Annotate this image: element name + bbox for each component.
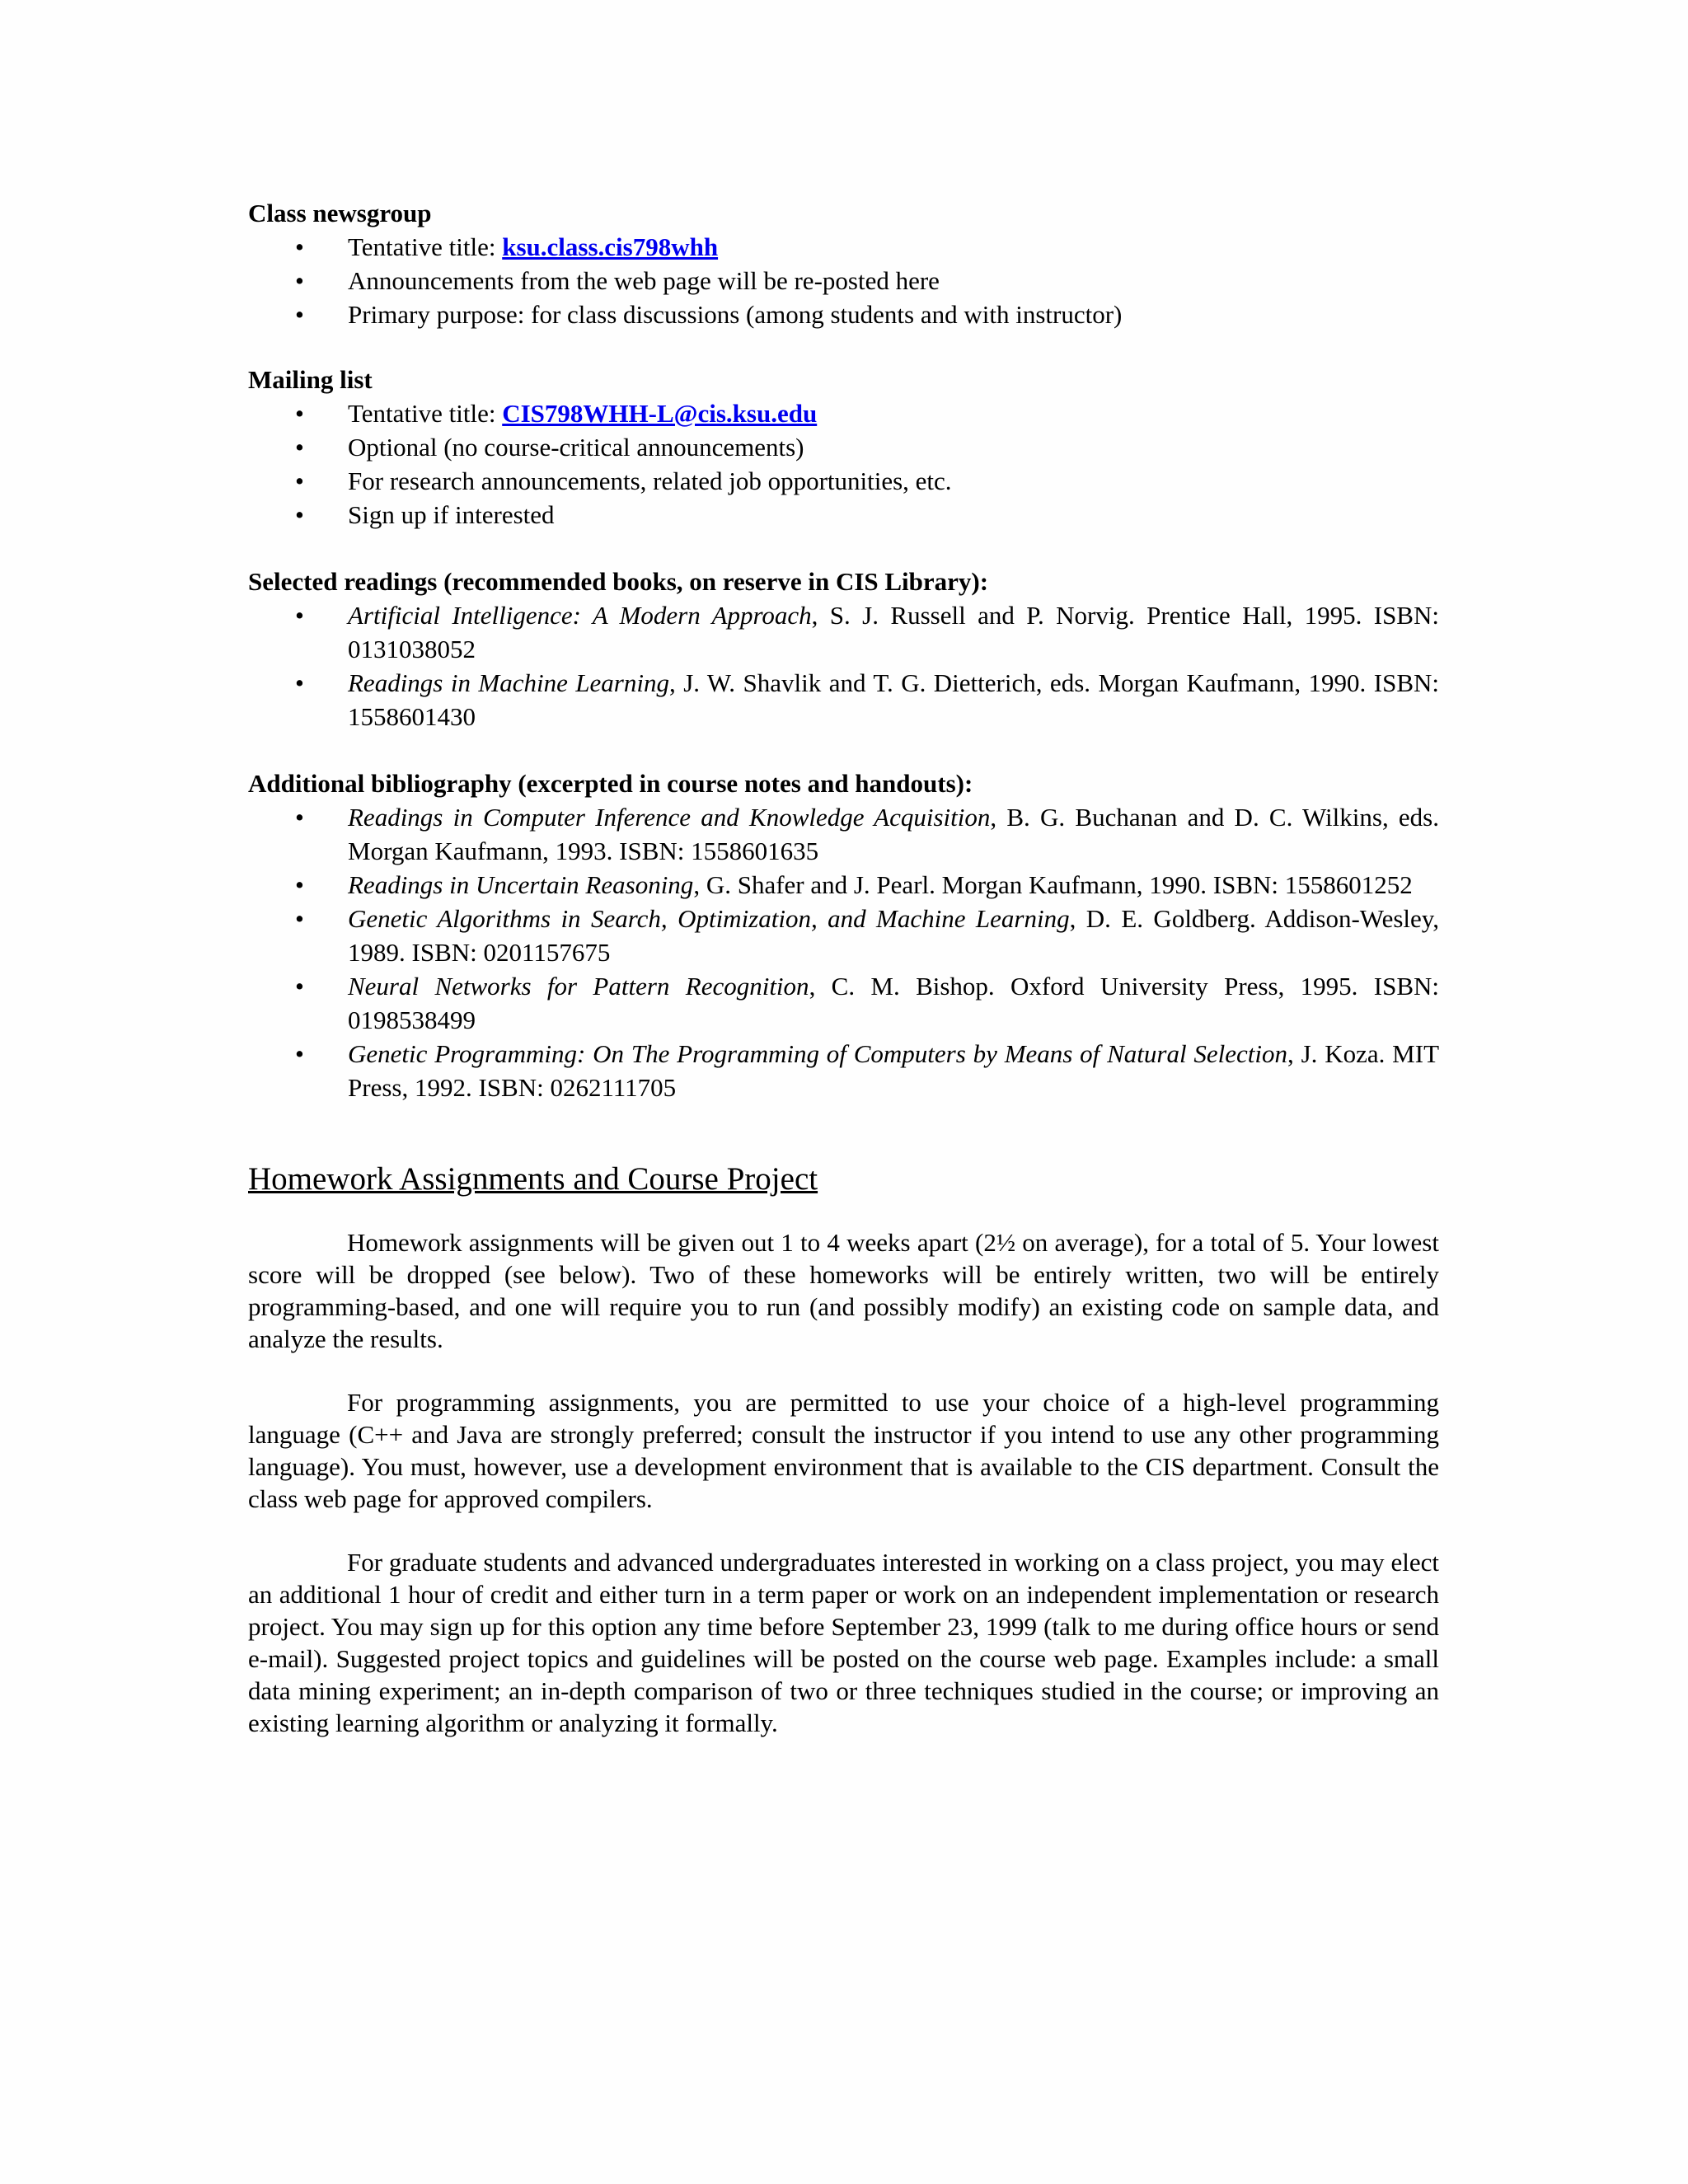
readings-heading: Selected readings (recommended books, on reserve in CIS Library): [248, 567, 989, 596]
book-title: Readings in Machine Learning [348, 668, 669, 697]
homework-paragraph-3: For graduate students and advanced undergraduates interested in working on a class project, you may elect an additional 1 hour of credit and either turn in a term paper or work on an independent implementation or research project. You may sign up for this option any time before September 23, 1999 (talk to me during office hours or send e-mail). Suggested project topics and guidelines will be posted on the course web page. Examples include: a small data mining experiment; an in-depth comparison of two or three techniques studied in the course; or improving an existing learning algorithm or analyzing it formally. [248, 1548, 1439, 1737]
bibliography-list [248, 800, 1439, 1104]
item-text: Optional (no course-critical announcements) [348, 433, 804, 462]
bibliography-item [248, 868, 1439, 902]
bullet-icon: • [295, 300, 304, 329]
item-text: Sign up if interested [348, 500, 555, 529]
book-details: , G. Shafer and J. Pearl. Morgan Kaufmann, 1990. ISBN: 1558601252 [693, 870, 1413, 899]
readings-list [248, 598, 1439, 733]
newsgroup-list [248, 230, 1439, 331]
book-title: Genetic Algorithms in Search, Optimization, and Machine Learning [348, 904, 1070, 933]
book-details: , S. J. Russell and P. Norvig. Prentice Hall, 1995. ISBN: 0131038052 [348, 601, 1439, 663]
list-item [248, 298, 1439, 331]
newsgroup-link[interactable]: ksu.class.cis798whh [502, 232, 719, 261]
item-text: For research announcements, related job opportunities, etc. [348, 466, 952, 495]
bullet-icon: • [295, 232, 304, 261]
item-prefix: Tentative title: [348, 399, 503, 428]
book-title: Artificial Intelligence: A Modern Approach [348, 601, 812, 630]
book-title: Neural Networks for Pattern Recognition [348, 972, 809, 1001]
mailing-list-link[interactable]: CIS798WHH-L@cis.ksu.edu [502, 399, 818, 428]
homework-heading: Homework Assignments and Course Project [248, 1161, 818, 1197]
book-details: , D. E. Goldberg. Addison-Wesley, 1989. ISBN: 0201157675 [348, 904, 1439, 967]
list-item [248, 464, 1439, 498]
bullet-icon: • [295, 972, 304, 1001]
bibliography-item [248, 800, 1439, 868]
reading-item [248, 598, 1439, 666]
bibliography-item [248, 902, 1439, 969]
list-item [248, 230, 1439, 264]
bullet-icon: • [295, 1039, 304, 1068]
bullet-icon: • [295, 904, 304, 933]
book-details: , J. W. Shavlik and T. G. Dietterich, eds. Morgan Kaufmann, 1990. ISBN: 1558601430 [348, 668, 1439, 731]
bullet-icon: • [295, 466, 304, 495]
book-details: , B. G. Buchanan and D. C. Wilkins, eds. Morgan Kaufmann, 1993. ISBN: 1558601635 [348, 803, 1439, 865]
bullet-icon: • [295, 668, 304, 697]
book-title: Readings in Computer Inference and Knowledge Acquisition [348, 803, 991, 832]
bullet-icon: • [295, 870, 304, 899]
bullet-icon: • [295, 803, 304, 832]
mailing-list [248, 396, 1439, 532]
bibliography-item [248, 969, 1439, 1037]
mailing-heading: Mailing list [248, 365, 373, 394]
list-item [248, 430, 1439, 464]
book-details: , C. M. Bishop. Oxford University Press, 1995. ISBN: 0198538499 [348, 972, 1439, 1034]
bibliography-heading: Additional bibliography (excerpted in course notes and handouts): [248, 769, 973, 798]
newsgroup-heading: Class newsgroup [248, 199, 432, 227]
book-title: Genetic Programming: On The Programming of Computers by Means of Natural Selection [348, 1039, 1287, 1068]
bullet-icon: • [295, 500, 304, 529]
document-content [248, 196, 1439, 1739]
reading-item [248, 666, 1439, 733]
book-title: Readings in Uncertain Reasoning [348, 870, 694, 899]
list-item [248, 264, 1439, 298]
book-details: , J. Koza. MIT Press, 1992. ISBN: 0262111705 [348, 1039, 1440, 1102]
bullet-icon: • [295, 433, 304, 462]
bullet-icon: • [295, 266, 304, 295]
bullet-icon: • [295, 399, 304, 428]
homework-paragraph-1: Homework assignments will be given out 1 to 4 weeks apart (2½ on average), for a total of 5. Your lowest score will be dropped (see below). Two of these homeworks will be entirely written, two will be entirely programming-based, and one will require you to run (and possibly modify) an existing code on sample data, and analyze the results. [248, 1228, 1439, 1353]
bullet-icon: • [295, 601, 304, 630]
bibliography-item [248, 1037, 1439, 1104]
list-item [248, 396, 1439, 430]
item-prefix: Tentative title: [348, 232, 503, 261]
homework-paragraph-2: For programming assignments, you are permitted to use your choice of a high-level programming language (C++ and Java are strongly preferred; consult the instructor if you intend to use any other programming language). You must, however, use a development environment that is available to the CIS department. Consult the class web page for approved compilers. [248, 1388, 1439, 1513]
item-text: Announcements from the web page will be re-posted here [348, 266, 940, 295]
item-text: Primary purpose: for class discussions (among students and with instructor) [348, 300, 1123, 329]
list-item [248, 498, 1439, 532]
